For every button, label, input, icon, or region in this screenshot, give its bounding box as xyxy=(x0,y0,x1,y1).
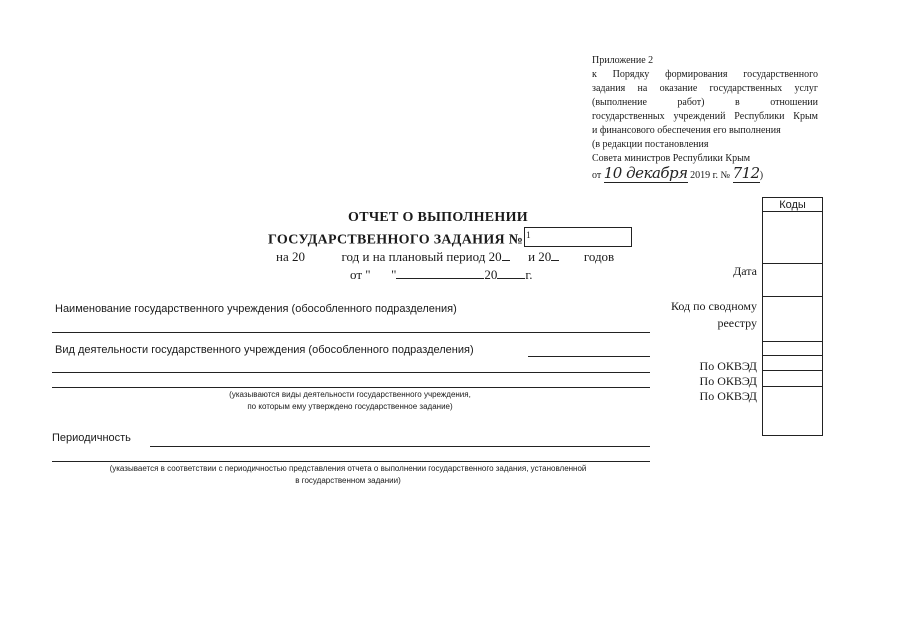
handwritten-number: 712 xyxy=(732,164,760,182)
okved-code-cell-3[interactable] xyxy=(763,371,822,387)
okved-code-cell-1[interactable] xyxy=(763,342,822,356)
okved-code-cell-2[interactable] xyxy=(763,356,822,371)
period-year-2-field[interactable] xyxy=(551,248,559,261)
activity-note xyxy=(200,389,500,413)
appendix-line-8: Совета министров Республики Крым xyxy=(592,153,751,164)
appendix-line-7: (в редакции постановления xyxy=(592,139,709,150)
period-middle: год и на плановый период 20 xyxy=(341,249,502,264)
appendix-line-6: и финансового обеспечения его выполнения xyxy=(592,125,781,136)
okved-label-1: По ОКВЭД xyxy=(699,359,757,373)
date-g: г. xyxy=(525,267,533,282)
report-title-text: ГОСУДАРСТВЕННОГО ЗАДАНИЯ № xyxy=(268,232,524,248)
codes-blank-cell xyxy=(763,212,822,264)
institution-name-label: Наименование государственного учреждения (обособленного подразделения) xyxy=(55,303,457,315)
periodicity-note-line-1: (указывается в соответствии с периодичностью представления отчета о выполнении государственного задания, установленной xyxy=(109,464,587,473)
activity-note-line-2: по которым ему утверждено государственное задание) xyxy=(247,402,453,411)
activity-type-label: Вид деятельности государственного учреждения (обособленного подразделения) xyxy=(55,344,474,356)
periodicity-field-2[interactable] xyxy=(52,461,650,462)
consolidated-code-label-1: Код по сводному xyxy=(670,299,757,313)
periodicity-label: Периодичность xyxy=(52,432,131,444)
task-number-field[interactable] xyxy=(524,227,632,247)
institution-name-field[interactable] xyxy=(52,332,650,333)
appendix-line-4: (выполнение работ) в отношении xyxy=(592,97,818,108)
date-code-cell[interactable] xyxy=(763,264,822,297)
date-ot: от " xyxy=(350,267,371,282)
report-title-line-1: ОТЧЕТ О ВЫПОЛНЕНИИ xyxy=(348,210,528,225)
codes-table xyxy=(762,197,823,436)
appendix-from: от xyxy=(592,170,602,181)
consolidated-code-label-2: реестру xyxy=(717,316,757,330)
handwritten-date: 10 декабря xyxy=(603,164,688,182)
footnote-mark: 1 xyxy=(526,230,531,240)
date-year: 20 xyxy=(484,267,498,282)
date-month-field[interactable] xyxy=(396,266,484,279)
period-and: и 20 xyxy=(528,249,552,264)
period-year-1-field[interactable] xyxy=(502,248,510,261)
appendix-resolution-line: от 10 декабря 2019 г. № 712) xyxy=(592,164,764,182)
period-years: годов xyxy=(583,249,615,264)
appendix-year: 2019 г. № xyxy=(690,170,731,181)
periodicity-field-1[interactable] xyxy=(150,446,650,447)
consolidated-code-cell[interactable] xyxy=(763,297,822,342)
period-na: на 20 xyxy=(276,249,305,264)
periodicity-note-line-2: в государственном задании) xyxy=(295,476,401,485)
appendix-line-2: к Порядку формирования государственного xyxy=(592,69,818,80)
report-date-line xyxy=(350,266,533,283)
codes-bottom-cell xyxy=(763,387,822,435)
appendix-block xyxy=(592,54,818,183)
activity-type-field-3[interactable] xyxy=(52,387,650,388)
appendix-line-1: Приложение 2 xyxy=(592,55,654,66)
period-line xyxy=(276,248,614,265)
appendix-line-5: государственных учреждений Республики Крым xyxy=(592,111,818,122)
codes-header: Коды xyxy=(763,198,822,212)
appendix-line-3: задания на оказание государственных услуг xyxy=(592,83,818,94)
okved-label-2: По ОКВЭД xyxy=(699,374,757,388)
date-year-field[interactable] xyxy=(497,266,525,279)
date-quote: " xyxy=(391,267,397,282)
okved-label-3: По ОКВЭД xyxy=(699,389,757,403)
activity-type-field-1[interactable] xyxy=(528,356,650,357)
periodicity-note xyxy=(88,463,608,487)
activity-note-line-1: (указываются виды деятельности государственного учреждения, xyxy=(229,390,471,399)
date-code-label: Дата xyxy=(733,264,757,278)
activity-type-field-2[interactable] xyxy=(52,372,650,373)
report-title-line-2 xyxy=(268,230,531,249)
